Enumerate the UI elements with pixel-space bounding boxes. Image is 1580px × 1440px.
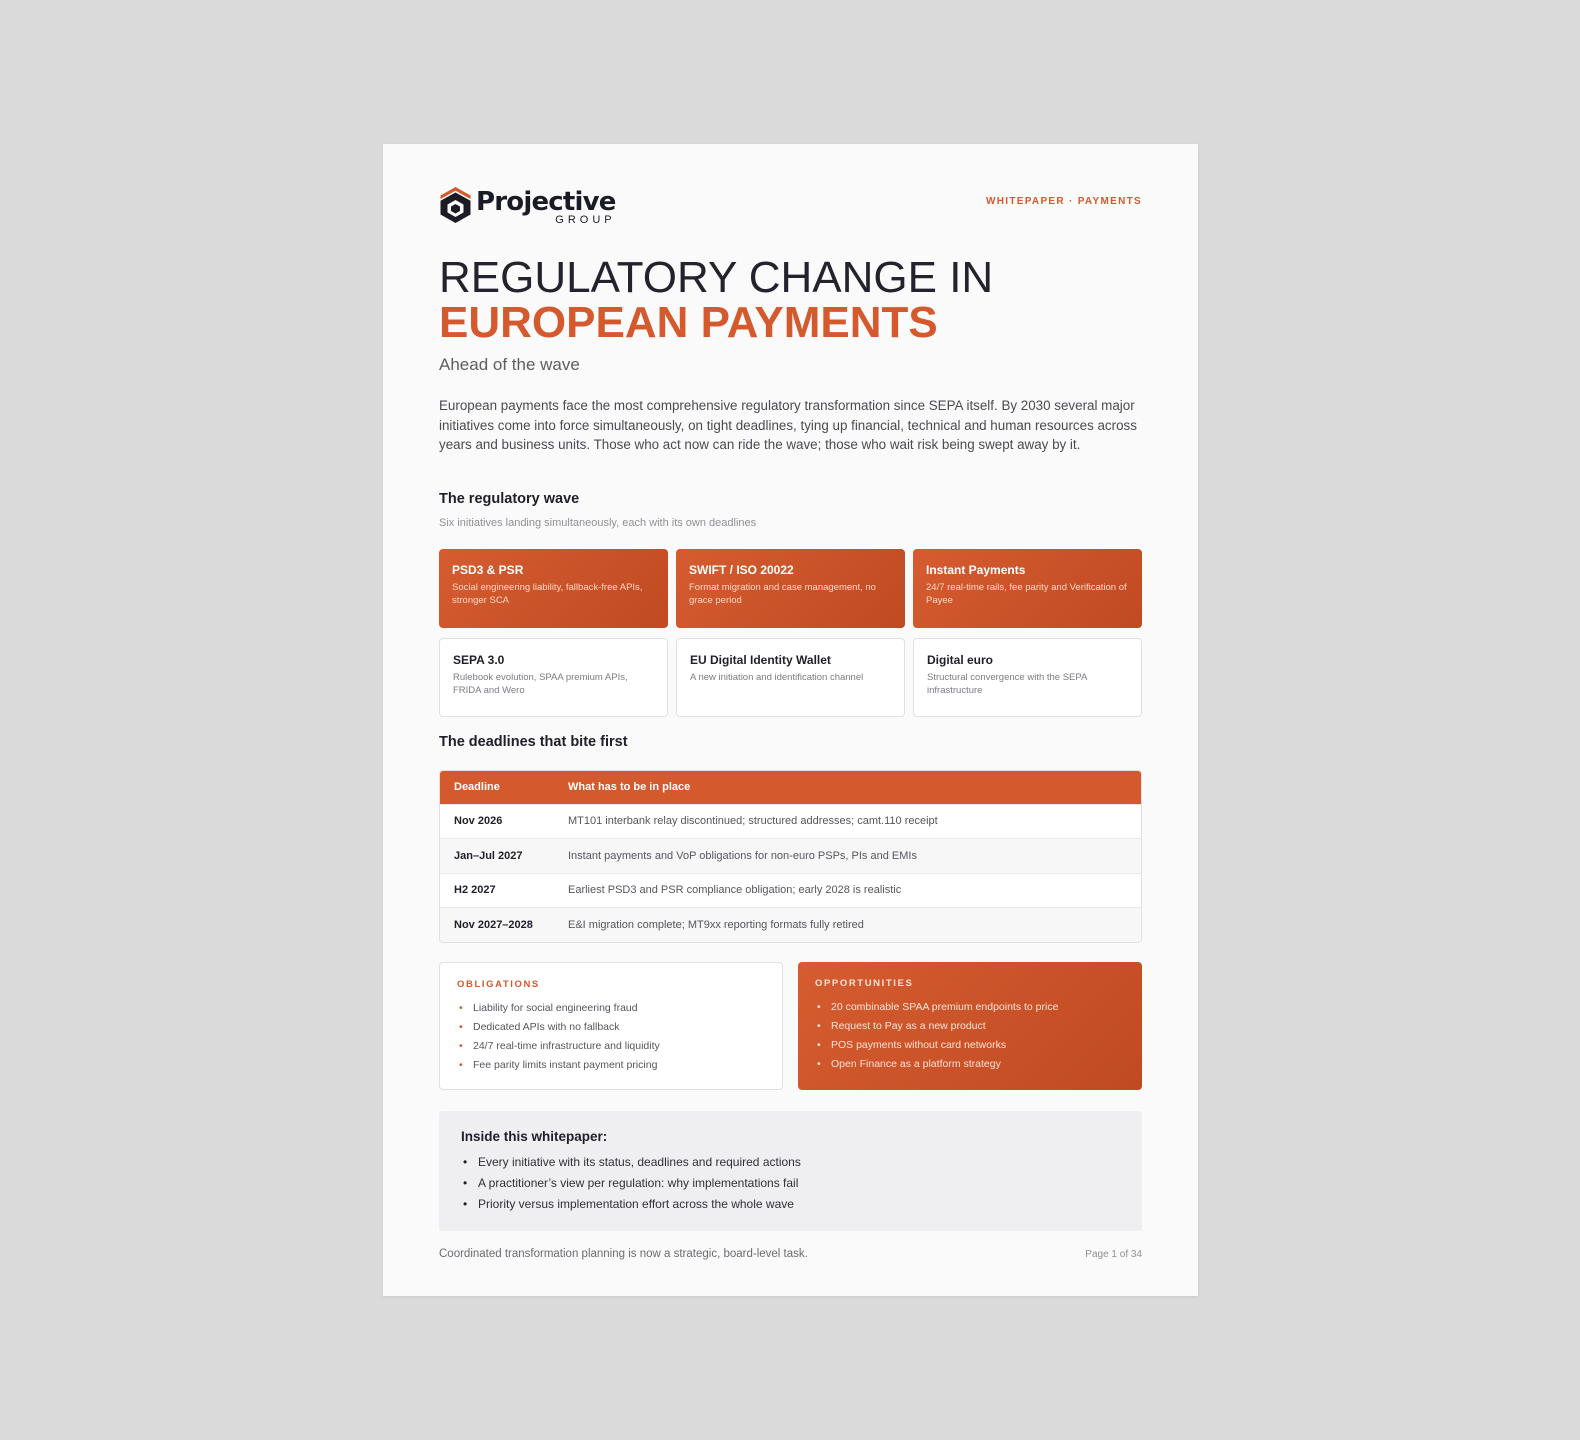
deadline-cell: H2 2027	[440, 873, 554, 908]
requirement-cell: Earliest PSD3 and PSR compliance obligation; early 2028 is realistic	[554, 873, 1141, 908]
deadlines-table	[439, 770, 1142, 943]
initiative-card	[439, 638, 668, 717]
page-subtitle: Ahead of the wave	[439, 355, 580, 374]
projective-logo	[439, 186, 616, 224]
initiatives-grid	[439, 549, 1142, 717]
initiative-card	[676, 638, 905, 717]
deadlines-section-title: The deadlines that bite first	[439, 734, 628, 750]
table-header-row	[440, 771, 1141, 804]
initiative-title: Digital euro	[927, 653, 994, 667]
list-item: • 20 combinable SPAA premium endpoints to price	[815, 998, 1126, 1017]
requirement-cell: MT101 interbank relay discontinued; structured addresses; camt.110 receipt	[554, 804, 1141, 839]
deadline-cell: Jan–Jul 2027	[440, 839, 554, 874]
list-item: • Priority versus implementation effort across the whole wave	[461, 1194, 1120, 1215]
deadline-cell: Nov 2027–2028	[440, 908, 554, 943]
document-category: WHITEPAPER · PAYMENTS	[985, 196, 1142, 207]
initiative-title: EU Digital Identity Wallet	[690, 653, 831, 667]
initiative-description: Social engineering liability, fallback-free APIs, stronger SCA	[452, 582, 643, 606]
requirement-cell: Instant payments and VoP obligations for non-euro PSPs, PIs and EMIs	[554, 839, 1141, 874]
initiative-description: Rulebook evolution, SPAA premium APIs, FRIDA and Wero	[453, 672, 628, 696]
page-number: Page 1 of 34	[1085, 1249, 1142, 1260]
initiative-title: Instant Payments	[926, 563, 1026, 577]
table-row	[440, 839, 1141, 874]
table-row	[440, 873, 1141, 908]
initiative-card	[676, 549, 905, 628]
list-item: • Request to Pay as a new product	[815, 1017, 1126, 1036]
initiative-card	[913, 549, 1142, 628]
logo-wordmark: Projective	[476, 187, 616, 217]
initiative-title: SWIFT / ISO 20022	[689, 563, 794, 577]
document-page	[383, 144, 1198, 1296]
list-item: • 24/7 real-time infrastructure and liquidity	[457, 1037, 766, 1056]
intro-paragraph: European payments face the most comprehensive regulatory transformation since SEPA itself. By 2030 several major initiatives come into force simultaneously, on tight deadlines, tying up financial, technical and human resources across years and business units. Those who act now can ride the wave; those who wait risk being swept away by it.	[439, 398, 1137, 452]
obligations-box	[439, 962, 783, 1090]
logo-group-label: GROUP	[555, 214, 616, 226]
page-header	[439, 186, 1142, 232]
list-item: • Fee parity limits instant payment pricing	[457, 1056, 766, 1075]
column-header-requirement: What has to be in place	[554, 771, 1141, 804]
initiative-title: PSD3 & PSR	[452, 563, 524, 577]
initiative-description: Format migration and case management, no grace period	[689, 582, 876, 606]
list-item: • POS payments without card networks	[815, 1036, 1126, 1055]
list-item: • A practitioner’s view per regulation: why implementations fail	[461, 1173, 1120, 1194]
obligations-opportunities	[439, 962, 1142, 1090]
obligations-title: OBLIGATIONS	[457, 979, 540, 990]
hexagon-logo-icon	[439, 186, 472, 224]
list-item: • Dedicated APIs with no fallback	[457, 1018, 766, 1037]
table-row	[440, 908, 1141, 943]
opportunities-box	[798, 962, 1142, 1090]
wave-section-title: The regulatory wave	[439, 491, 580, 507]
opportunities-title: OPPORTUNITIES	[815, 978, 914, 989]
inside-whitepaper-box	[439, 1111, 1142, 1231]
initiative-card	[913, 638, 1142, 717]
deadline-cell: Nov 2026	[440, 804, 554, 839]
page-title-line2: EUROPEAN PAYMENTS	[439, 298, 938, 347]
wave-section-subtitle: Six initiatives landing simultaneously, each with its own deadlines	[439, 517, 757, 529]
initiative-description: 24/7 real-time rails, fee parity and Verification of Payee	[926, 582, 1127, 606]
list-item: • Open Finance as a platform strategy	[815, 1055, 1126, 1074]
initiative-description: Structural convergence with the SEPA infrastructure	[927, 672, 1087, 696]
initiative-title: SEPA 3.0	[453, 653, 505, 667]
page-title-line1: REGULATORY CHANGE IN	[439, 253, 994, 302]
column-header-deadline: Deadline	[440, 771, 554, 804]
initiative-card	[439, 549, 668, 628]
initiative-description: A new initiation and identification channel	[690, 672, 864, 683]
list-item: • Liability for social engineering fraud	[457, 999, 766, 1018]
inside-title: Inside this whitepaper:	[461, 1129, 608, 1144]
footer-tagline: Coordinated transformation planning is now a strategic, board-level task.	[439, 1248, 808, 1260]
requirement-cell: E&I migration complete; MT9xx reporting formats fully retired	[554, 908, 1141, 943]
list-item: • Every initiative with its status, deadlines and required actions	[461, 1152, 1120, 1173]
table-row	[440, 804, 1141, 839]
